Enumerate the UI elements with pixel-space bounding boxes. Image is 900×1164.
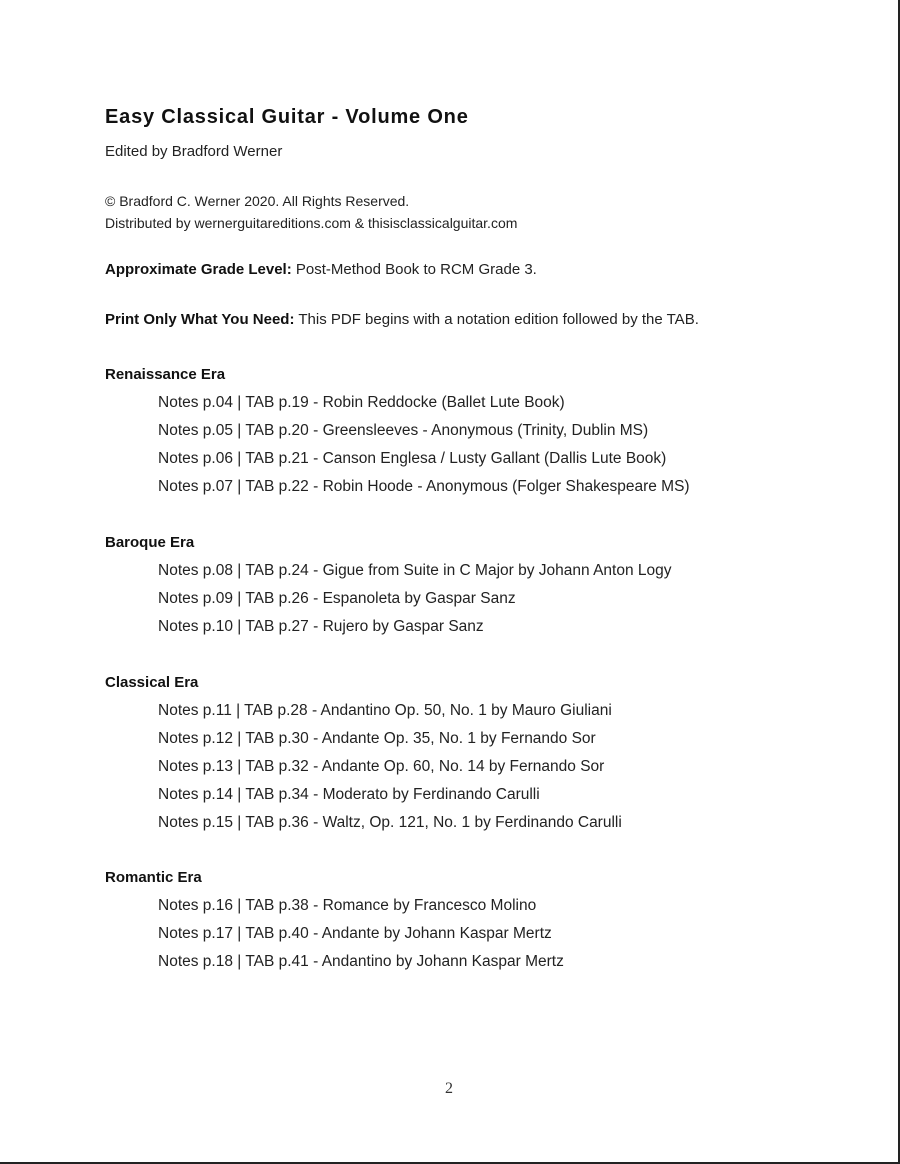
toc-entry: Notes p.17 | TAB p.40 - Andante by Johann Kaspar Mertz <box>158 925 552 942</box>
toc-entry: Notes p.07 | TAB p.22 - Robin Hoode - Anonymous (Folger Shakespeare MS) <box>158 478 690 495</box>
toc-entry: Notes p.08 | TAB p.24 - Gigue from Suite in C Major by Johann Anton Logy <box>158 562 672 579</box>
copyright-line: © Bradford C. Werner 2020. All Rights Reserved. <box>105 193 410 209</box>
toc-entry: Notes p.04 | TAB p.19 - Robin Reddocke (Ballet Lute Book) <box>158 394 565 411</box>
toc-entry: Notes p.15 | TAB p.36 - Waltz, Op. 121, No. 1 by Ferdinando Carulli <box>158 814 622 831</box>
toc-entry: Notes p.11 | TAB p.28 - Andantino Op. 50, No. 1 by Mauro Giuliani <box>158 702 612 719</box>
grade-level-line <box>105 261 537 278</box>
print-note-label: Print Only What You Need: <box>105 311 295 328</box>
distribution-line: Distributed by wernerguitareditions.com & thisisclassicalguitar.com <box>105 215 518 231</box>
era-heading-baroque: Baroque Era <box>105 534 195 551</box>
print-note-value: This PDF begins with a notation edition followed by the TAB. <box>294 311 699 328</box>
toc-entry: Notes p.10 | TAB p.27 - Rujero by Gaspar Sanz <box>158 618 484 635</box>
print-note-line <box>105 311 699 328</box>
editor-line: Edited by Bradford Werner <box>105 143 283 160</box>
toc-entry: Notes p.16 | TAB p.38 - Romance by Francesco Molino <box>158 897 537 914</box>
grade-level-label: Approximate Grade Level: <box>105 261 292 278</box>
toc-entry: Notes p.12 | TAB p.30 - Andante Op. 35, No. 1 by Fernando Sor <box>158 730 596 747</box>
toc-entry: Notes p.18 | TAB p.41 - Andantino by Johann Kaspar Mertz <box>158 953 564 970</box>
toc-entry: Notes p.14 | TAB p.34 - Moderato by Ferdinando Carulli <box>158 786 540 803</box>
grade-level-value: Post-Method Book to RCM Grade 3. <box>291 261 537 278</box>
toc-entry: Notes p.09 | TAB p.26 - Espanoleta by Gaspar Sanz <box>158 590 516 607</box>
era-heading-renaissance: Renaissance Era <box>105 366 226 383</box>
toc-entry: Notes p.13 | TAB p.32 - Andante Op. 60, No. 14 by Fernando Sor <box>158 758 605 775</box>
toc-entry: Notes p.06 | TAB p.21 - Canson Englesa / Lusty Gallant (Dallis Lute Book) <box>158 450 667 467</box>
document-title: Easy Classical Guitar - Volume One <box>105 106 469 128</box>
era-heading-romantic: Romantic Era <box>105 869 202 886</box>
era-heading-classical: Classical Era <box>105 674 199 691</box>
page-number: 2 <box>445 1080 453 1097</box>
toc-entry: Notes p.05 | TAB p.20 - Greensleeves - Anonymous (Trinity, Dublin MS) <box>158 422 649 439</box>
